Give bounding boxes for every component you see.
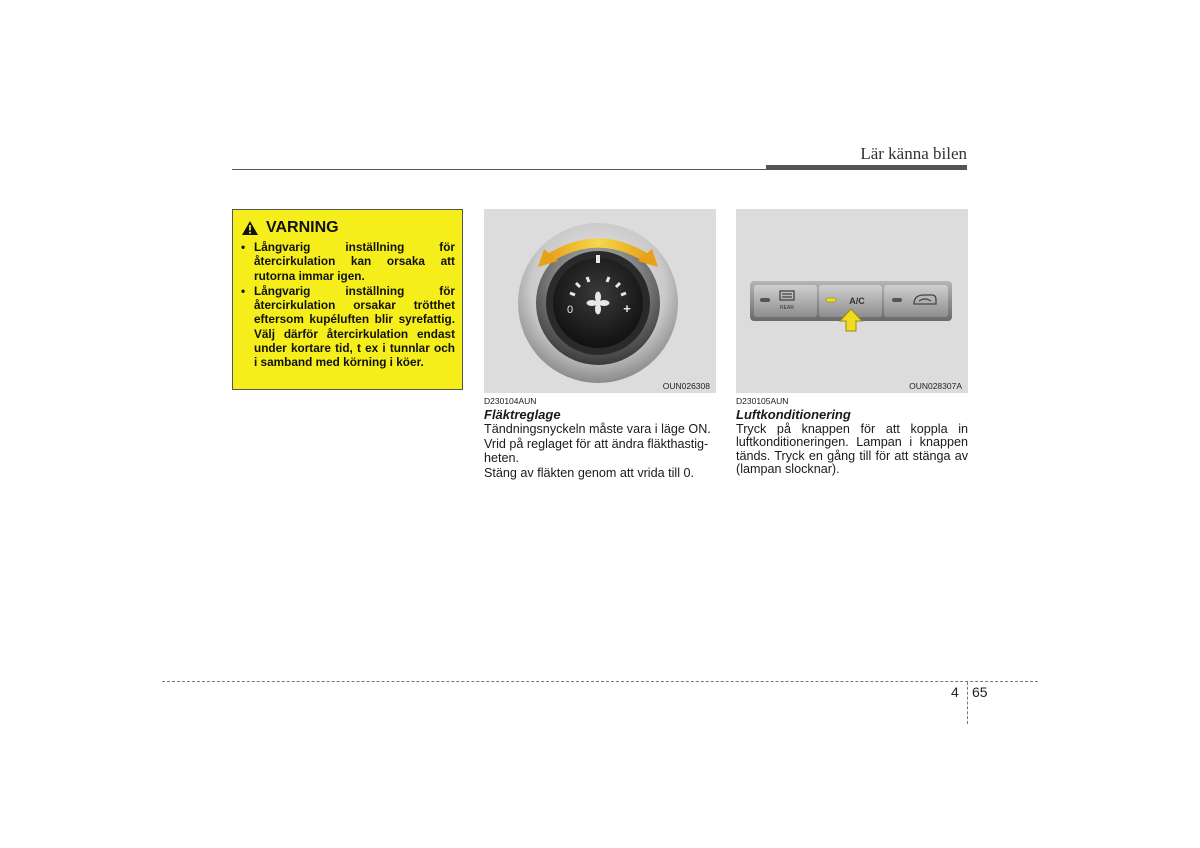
section-subheading: Fläktreglage [484,407,561,422]
knob-max-label: + [623,301,631,316]
ac-section [736,396,968,479]
rear-label: REAR [780,305,794,311]
ac-panel-figure [736,209,968,393]
image-code: OUN028307A [909,381,962,391]
knob-min-label: 0 [566,304,574,316]
paragraph: Vrid på reglaget för att ändra fläkthastig-heten. [484,437,709,465]
warning-box [232,209,463,390]
fan-section [484,396,716,483]
paragraph: Tryck på knappen för att koppla in luftkonditioneringen. Lampan i knappen tänds. Tryck en gång till för att stänga av (lampan slocknar). [736,421,968,477]
chapter-number: 4 [951,684,959,700]
header-rule-accent [766,165,967,170]
warning-item: • Långvarig inställning för återcirkulation orsakar trötthet eftersom kupéluften blir syrefattig. Välj därför återcirkulation endast under kortare tid, t ex i tunnlar och i samband med körning i köer. [241,284,455,370]
warning-title: VARNING [266,219,339,236]
footer-rule [162,681,1038,682]
reference-code: D230104AUN [484,396,537,406]
warning-item: • Långvarig inställning för återcirkulation kan orsaka att rutorna immar igen. [241,240,455,283]
warning-triangle-icon [241,220,259,236]
fan-knob-figure [484,209,716,393]
paragraph: Stäng av fläkten genom att vrida till 0. [484,466,695,481]
section-subheading: Luftkonditionering [736,407,851,422]
section-title: Lär känna bilen [860,144,967,163]
warning-list [241,240,455,371]
paragraph: Tändningsnyckeln måste vara i läge ON. [484,421,711,436]
image-code: OUN026308 [662,381,710,391]
reference-code: D230105AUN [736,396,789,406]
warning-header [241,219,339,237]
ac-button-label: A/C [849,296,865,306]
footer-divider [967,682,968,724]
page-number: 65 [972,684,988,700]
